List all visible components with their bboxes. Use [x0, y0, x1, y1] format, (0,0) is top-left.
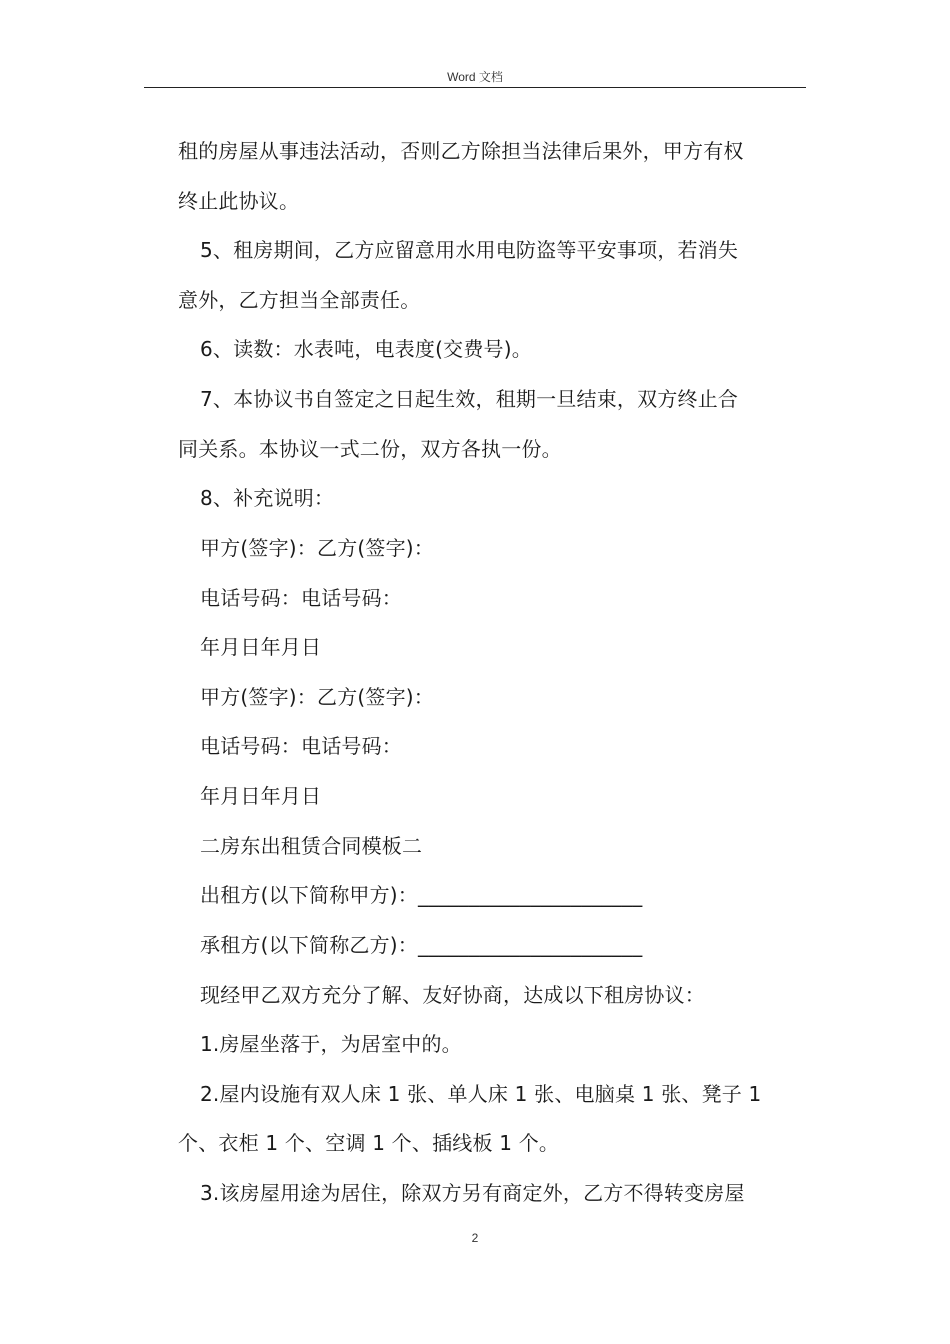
body-line: 6、读数：水表吨，电表度(交费号)。 — [200, 337, 532, 361]
body-line: 电话号码：电话号码： — [200, 734, 402, 758]
body-line: 终止此协议。 — [178, 189, 300, 213]
body-line: 出租方(以下简称甲方)：______________________ — [200, 883, 643, 907]
body-line: 甲方(签字)：乙方(签字)： — [200, 536, 435, 560]
body-line: 7、本协议书自签定之日起生效，租期一旦结束，双方终止合 — [200, 387, 739, 411]
section-title: 二房东出租赁合同模板二 — [200, 834, 423, 858]
body-line: 同关系。本协议一式二份，双方各执一份。 — [178, 437, 562, 461]
body-line: 年月日年月日 — [200, 635, 322, 659]
body-line: 3.该房屋用途为居住，除双方另有商定外，乙方不得转变房屋 — [200, 1181, 745, 1205]
body-line: 2.屋内设施有双人床 1 张、单人床 1 张、电脑桌 1 张、凳子 1 — [200, 1082, 762, 1106]
body-line: 5、租房期间，乙方应留意用水用电防盗等平安事项，若消失 — [200, 238, 739, 262]
header-divider — [144, 87, 806, 88]
body-line: 电话号码：电话号码： — [200, 586, 402, 610]
body-line: 1.房屋坐落于，为居室中的。 — [200, 1032, 462, 1056]
body-line: 8、补充说明： — [200, 486, 335, 510]
page-header-title: Word 文档 — [447, 70, 503, 84]
body-line: 年月日年月日 — [200, 784, 322, 808]
body-line: 现经甲乙双方充分了解、友好协商，达成以下租房协议： — [200, 983, 705, 1007]
body-line: 个、衣柜 1 个、空调 1 个、插线板 1 个。 — [178, 1131, 560, 1155]
body-line: 租的房屋从事违法活动，否则乙方除担当法律后果外，甲方有权 — [178, 139, 744, 163]
body-line: 甲方(签字)：乙方(签字)： — [200, 685, 435, 709]
page-number: 2 — [471, 1231, 479, 1245]
body-line: 承租方(以下简称乙方)：______________________ — [200, 933, 643, 957]
body-line: 意外，乙方担当全部责任。 — [178, 288, 421, 312]
